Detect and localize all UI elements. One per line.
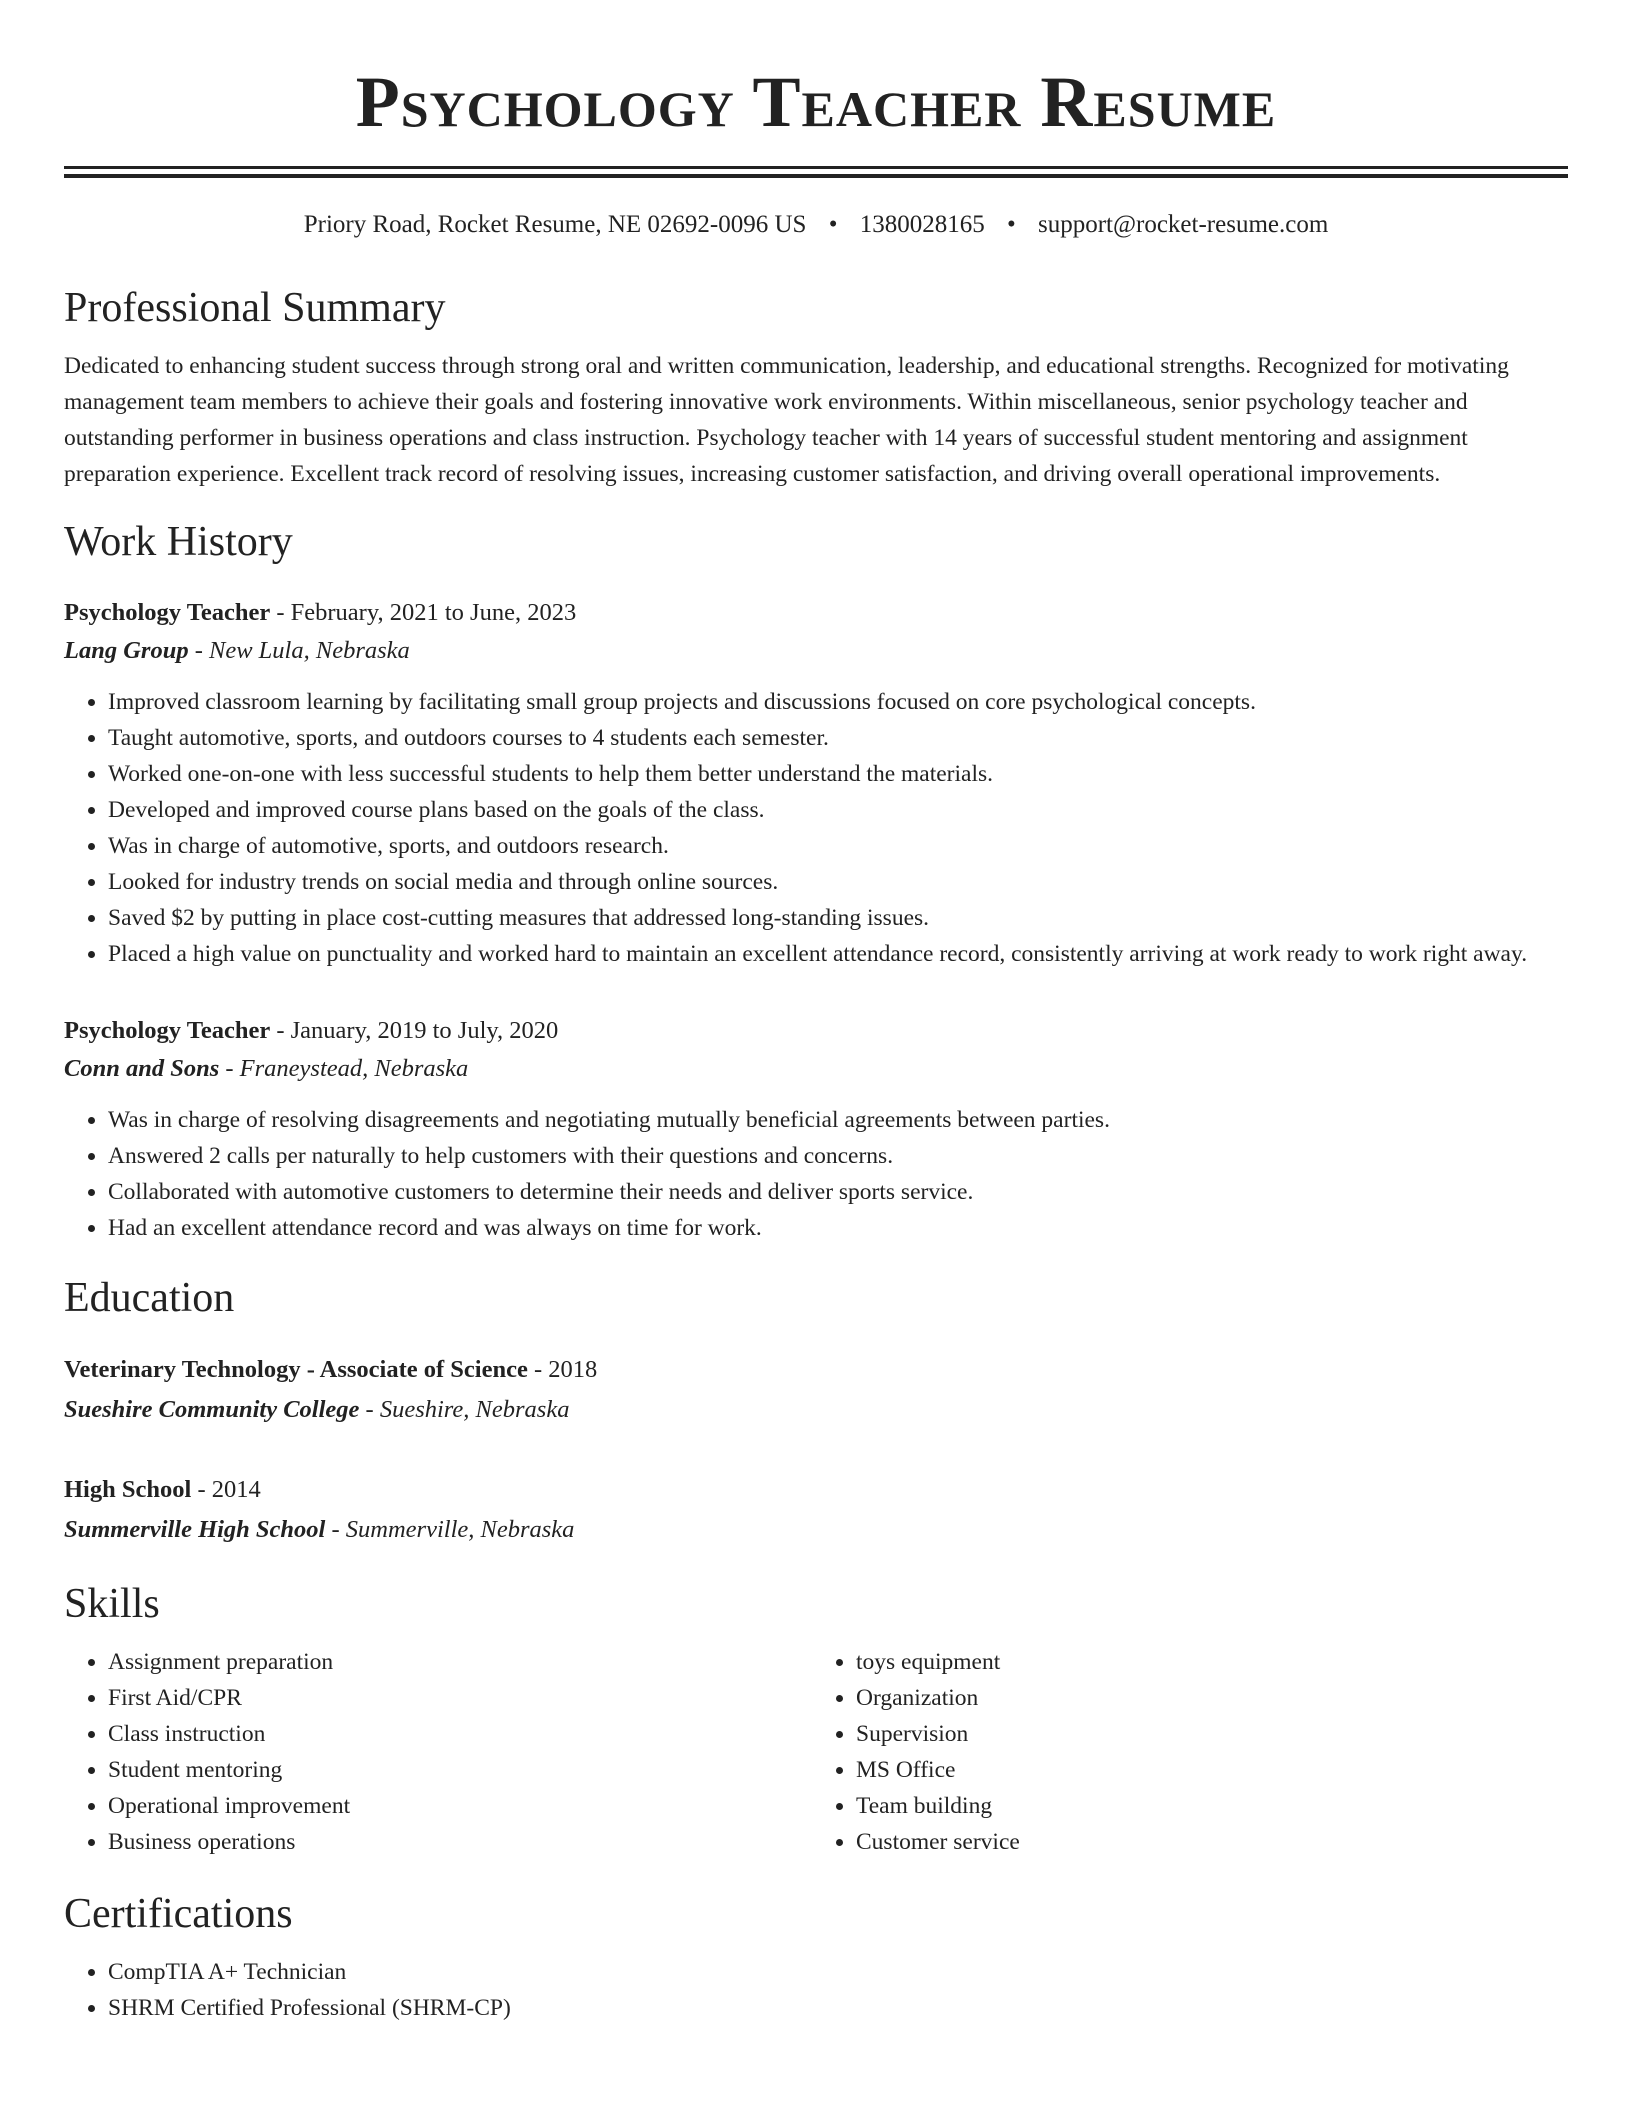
list-item: • Class instruction — [108, 1716, 816, 1752]
list-item: • Supervision — [856, 1716, 1568, 1752]
skills-heading: Skills — [64, 1581, 160, 1627]
education-header — [64, 1470, 1568, 1510]
education-heading: Education — [64, 1275, 235, 1321]
list-item: • MS Office — [856, 1752, 1568, 1788]
list-item: • Improved classroom learning by facilitating small group projects and discussions focused on core psychological concepts. — [108, 684, 1568, 720]
education-organization — [64, 1390, 1568, 1430]
education-organization — [64, 1510, 1568, 1550]
list-item: • Saved $2 by putting in place cost-cutting measures that addressed long-standing issues. — [108, 900, 1568, 936]
list-item: • Collaborated with automotive customers to determine their needs and deliver sports service. — [108, 1174, 1568, 1210]
education-degree: High School — [64, 1476, 192, 1503]
education-entry — [64, 1470, 1568, 1550]
education-degree: Veterinary Technology - Associate of Science — [64, 1356, 528, 1383]
list-item: • Was in charge of automotive, sports, and outdoors research. — [108, 828, 1568, 864]
job-header — [64, 594, 1568, 632]
title-divider-top — [64, 166, 1568, 169]
job-organization — [64, 632, 1568, 670]
job-company: Lang Group — [64, 637, 189, 664]
contact-phone: 1380028165 — [859, 211, 985, 238]
list-item: • Taught automotive, sports, and outdoors courses to 4 students each semester. — [108, 720, 1568, 756]
job-bullets — [64, 684, 1568, 972]
certifications-heading: Certifications — [64, 1891, 293, 1937]
contact-email: support@rocket-resume.com — [1037, 211, 1329, 238]
list-item: • toys equipment — [856, 1644, 1568, 1680]
list-item: • Assignment preparation — [108, 1644, 816, 1680]
education-year: - 2018 — [527, 1356, 598, 1383]
job-dates: - February, 2021 to June, 2023 — [270, 599, 577, 626]
job-role: Psychology Teacher — [64, 1017, 271, 1044]
list-item: • Developed and improved course plans based on the goals of the class. — [108, 792, 1568, 828]
job-organization — [64, 1050, 1568, 1088]
skills-list-right — [816, 1644, 1568, 1860]
list-item: • Worked one-on-one with less successful students to help them better understand the materials. — [108, 756, 1568, 792]
education-location: - Summerville, Nebraska — [325, 1516, 575, 1543]
job-header — [64, 1012, 1568, 1050]
list-item: • Was in charge of resolving disagreements and negotiating mutually beneficial agreements between parties. — [108, 1102, 1568, 1138]
job-entry — [64, 1012, 1568, 1246]
contact-separator: • — [1006, 211, 1016, 238]
list-item: • Answered 2 calls per naturally to help customers with their questions and concerns. — [108, 1138, 1568, 1174]
job-entry — [64, 594, 1568, 972]
contact-address: Priory Road, Rocket Resume, NE 02692-0096 US — [303, 211, 807, 238]
resume-title: Psychology Teacher Resume — [355, 62, 1277, 142]
list-item: • Placed a high value on punctuality and worked hard to maintain an excellent attendance record, consistently arriving at work ready to work right away. — [108, 936, 1568, 972]
list-item: • CompTIA A+ Technician — [108, 1954, 1568, 1990]
list-item: • First Aid/CPR — [108, 1680, 816, 1716]
education-school: Sueshire Community College — [64, 1396, 360, 1423]
certifications-list — [64, 1954, 1568, 2026]
job-role: Psychology Teacher — [64, 599, 271, 626]
job-location: - New Lula, Nebraska — [188, 637, 410, 664]
job-bullets — [64, 1102, 1568, 1246]
list-item: • Operational improvement — [108, 1788, 816, 1824]
contact-separator: • — [828, 211, 838, 238]
skills-list-left — [64, 1644, 816, 1860]
education-entry — [64, 1350, 1568, 1430]
list-item: • SHRM Certified Professional (SHRM-CP) — [108, 1990, 1568, 2026]
list-item: • Student mentoring — [108, 1752, 816, 1788]
education-location: - Sueshire, Nebraska — [359, 1396, 570, 1423]
list-item: • Business operations — [108, 1824, 816, 1860]
skills-columns — [64, 1644, 1568, 1860]
education-school: Summerville High School — [64, 1516, 326, 1543]
work-history-heading: Work History — [64, 519, 293, 565]
title-divider-bottom — [64, 174, 1568, 178]
contact-line — [64, 208, 1568, 242]
job-location: - Franeystead, Nebraska — [219, 1055, 469, 1082]
list-item: • Looked for industry trends on social media and through online sources. — [108, 864, 1568, 900]
list-item: • Team building — [856, 1788, 1568, 1824]
list-item: • Customer service — [856, 1824, 1568, 1860]
summary-text: Dedicated to enhancing student success through strong oral and written communication, leadership, and educational strengths. Recognized for motivating management team members to achieve their goals and fostering innovative work environments. Within miscellaneous, senior psychology teacher and outstanding performer in business operations and class instruction. Psychology teacher with 14 years of successful student mentoring and assignment preparation experience. Excellent track record of resolving issues, increasing customer satisfaction, and driving overall operational improvements. — [64, 353, 1509, 487]
list-item: • Had an excellent attendance record and was always on time for work. — [108, 1210, 1568, 1246]
job-company: Conn and Sons — [64, 1055, 220, 1082]
summary-heading: Professional Summary — [64, 285, 446, 331]
job-dates: - January, 2019 to July, 2020 — [270, 1017, 559, 1044]
education-year: - 2014 — [191, 1476, 261, 1503]
education-header — [64, 1350, 1568, 1390]
list-item: • Organization — [856, 1680, 1568, 1716]
